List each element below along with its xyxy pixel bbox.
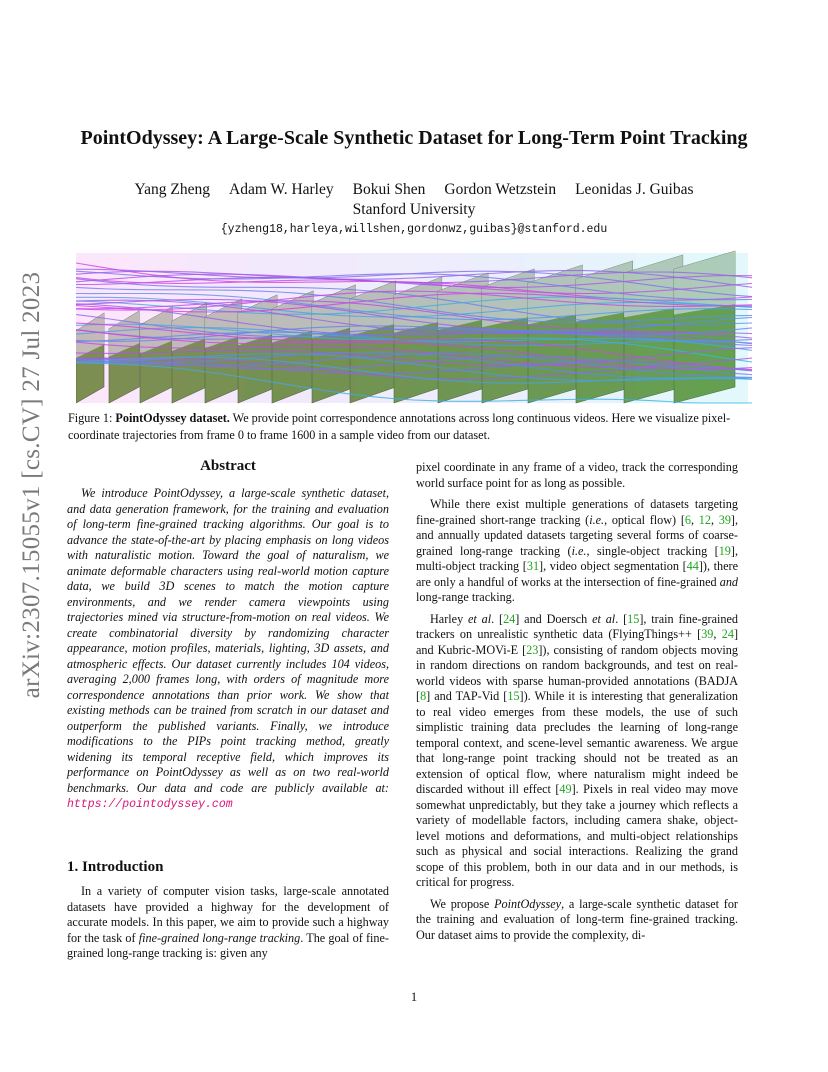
trajectory-visualization bbox=[76, 247, 754, 407]
author: Adam W. Harley bbox=[229, 181, 334, 198]
caption-label: Figure 1: bbox=[68, 411, 113, 425]
project-link[interactable]: https://pointodyssey.com bbox=[67, 798, 233, 811]
citation-link[interactable]: 8 bbox=[420, 689, 427, 703]
citation-link[interactable]: 31 bbox=[526, 559, 540, 573]
citation-link[interactable]: 15 bbox=[627, 611, 640, 626]
citation-link[interactable]: 24 bbox=[503, 611, 516, 626]
intro-paragraph: In a variety of computer vision tasks, large-scale annotated datasets have provided a highway for the development of accurate models. In this paper, we aim to provide such a highway for the task of fine-grained long-range tracking. The goal of fine-grained long-range tracking is: given any bbox=[67, 884, 389, 960]
abstract-heading: Abstract bbox=[200, 458, 256, 474]
paper-title: PointOdyssey: A Large-Scale Synthetic Dataset for Long-Term Point Tracking bbox=[80, 127, 748, 149]
trajectory-color-band bbox=[132, 253, 188, 403]
right-paragraph: While there exist multiple generations of datasets targeting fine-grained short-range tracking (i.e., optical flow) [6, 12, 39], and annually updated datasets targeting several forms of coarse-grained long-range tracking (i.e., single-object tracking [19], multi-object tracking [31], video object segmentation [44]), there are only a handful of works at the intersection of fine-grained and long-range tracking. bbox=[416, 497, 739, 604]
abstract-text: We introduce PointOdyssey, a large-scale synthetic dataset, and data generation framework, for the training and evaluation of long-term fine-grained tracking algorithms. Our goal is to advance the state-of-the-art by placing emphasis on long videos with naturalistic motion. Toward the goal of naturalism, we animate deformable characters using real-world motion capture data, we build 3D scenes to match the motion capture environments, and we render camera viewpoints using trajectories mined via structure-from-motion on real videos. We create combinatorial diversity by randomizing character appearance, motion profiles, materials, lighting, 3D assets, and atmospheric effects. Our dataset currently includes 104 videos, averaging 2,000 frames long, with orders of magnitude more correspondence annotations than prior work. We show that existing methods can be trained from scratch in our dataset and outperform the published variants. Finally, we introduce modifications to the PIPs point tracking method, greatly widening its temporal receptive field, which improves its performance on PointOdyssey as well as on two real-world benchmarks. Our data and code are publicly available at: bbox=[67, 486, 389, 795]
trajectory-color-band bbox=[244, 253, 300, 403]
arxiv-stamp: arXiv:2307.15055v1 [cs.CV] 27 Jul 2023 bbox=[18, 271, 45, 699]
author: Yang Zheng bbox=[134, 181, 211, 198]
trajectory-color-band bbox=[636, 253, 692, 403]
citation-link[interactable]: 23 bbox=[526, 642, 539, 657]
trajectory-color-band bbox=[412, 253, 468, 403]
right-paragraph: pixel coordinate in any frame of a video, track the corresponding world surface point for as long as possible. bbox=[416, 460, 738, 490]
citation-link[interactable]: 44 bbox=[686, 559, 699, 573]
page-number: 1 bbox=[410, 990, 418, 1004]
author: Gordon Wetzstein bbox=[444, 181, 557, 198]
caption-title: PointOdyssey dataset. bbox=[115, 411, 230, 425]
author-list bbox=[60, 181, 768, 199]
citation-link[interactable]: 12 bbox=[698, 512, 711, 527]
right-column bbox=[416, 460, 738, 949]
figure-caption bbox=[68, 410, 762, 444]
section-heading-introduction: 1. Introduction bbox=[67, 859, 164, 875]
affiliation: Stanford University bbox=[352, 201, 476, 218]
citation-link[interactable]: 49 bbox=[559, 782, 572, 796]
citation-link[interactable]: 39 bbox=[718, 512, 731, 527]
trajectory-color-band bbox=[580, 253, 636, 403]
caption-text: We provide point correspondence annotations across long continuous videos. Here we visualize pixel-coordinate trajectories from frame 0 to frame 1600 in a sample video from our dataset. bbox=[68, 411, 731, 442]
teaser-figure bbox=[76, 247, 754, 407]
citation-link[interactable]: 19 bbox=[718, 543, 731, 558]
trajectory-color-band bbox=[300, 253, 356, 403]
right-paragraph: Harley et al. [24] and Doersch et al. [15], train fine-grained trackers on unrealistic synthetic data (FlyingThings++ [39, 24] and Kubric-MOVi-E [23]), consisting of random objects moving in random directions on random backgrounds, and test on real-world videos with sparse human-provided annotations (BADJA [8] and TAP-Vid [15]). While it is interesting that generalization to real video emerges from these models, the use of such simplistic training data precludes the learning of long-range temporal context, and scene-level semantic awareness. We argue that long-range point tracking should not be treated as an extension of optical flow, where naturalism might indeed be discarded without ill effect [49]. Pixels in real video may move somewhat unpredictably, but they take a journey which reflects a variety of modellable factors, including camera shake, object-level motions and deformations, and multi-object relationships such as physical and social interactions. Realizing the grand scope of this problem, both in our data and in our methods, is critical for progress. bbox=[416, 611, 738, 889]
trajectory-color-band bbox=[188, 253, 244, 403]
author: Bokui Shen bbox=[352, 181, 426, 198]
citation-link[interactable]: 15 bbox=[507, 689, 520, 703]
trajectory-color-band bbox=[76, 253, 132, 403]
trajectory-color-band bbox=[468, 253, 524, 403]
intro-column bbox=[67, 884, 389, 968]
email-line: {yzheng18,harleya,willshen,gordonwz,guibas}@stanford.edu bbox=[220, 223, 608, 236]
citation-link[interactable]: 39 bbox=[701, 627, 714, 641]
citation-link[interactable]: 6 bbox=[684, 512, 691, 527]
trajectory-color-band bbox=[692, 253, 748, 403]
citation-link[interactable]: 24 bbox=[721, 627, 734, 641]
right-paragraph: We propose PointOdyssey, a large-scale synthetic dataset for the training and evaluation of long-term fine-grained tracking. Our dataset aims to provide the complexity, di- bbox=[416, 896, 738, 942]
trajectory-color-band bbox=[356, 253, 412, 403]
author: Leonidas J. Guibas bbox=[575, 181, 694, 198]
trajectory-color-band bbox=[524, 253, 580, 403]
abstract-body bbox=[67, 486, 389, 813]
